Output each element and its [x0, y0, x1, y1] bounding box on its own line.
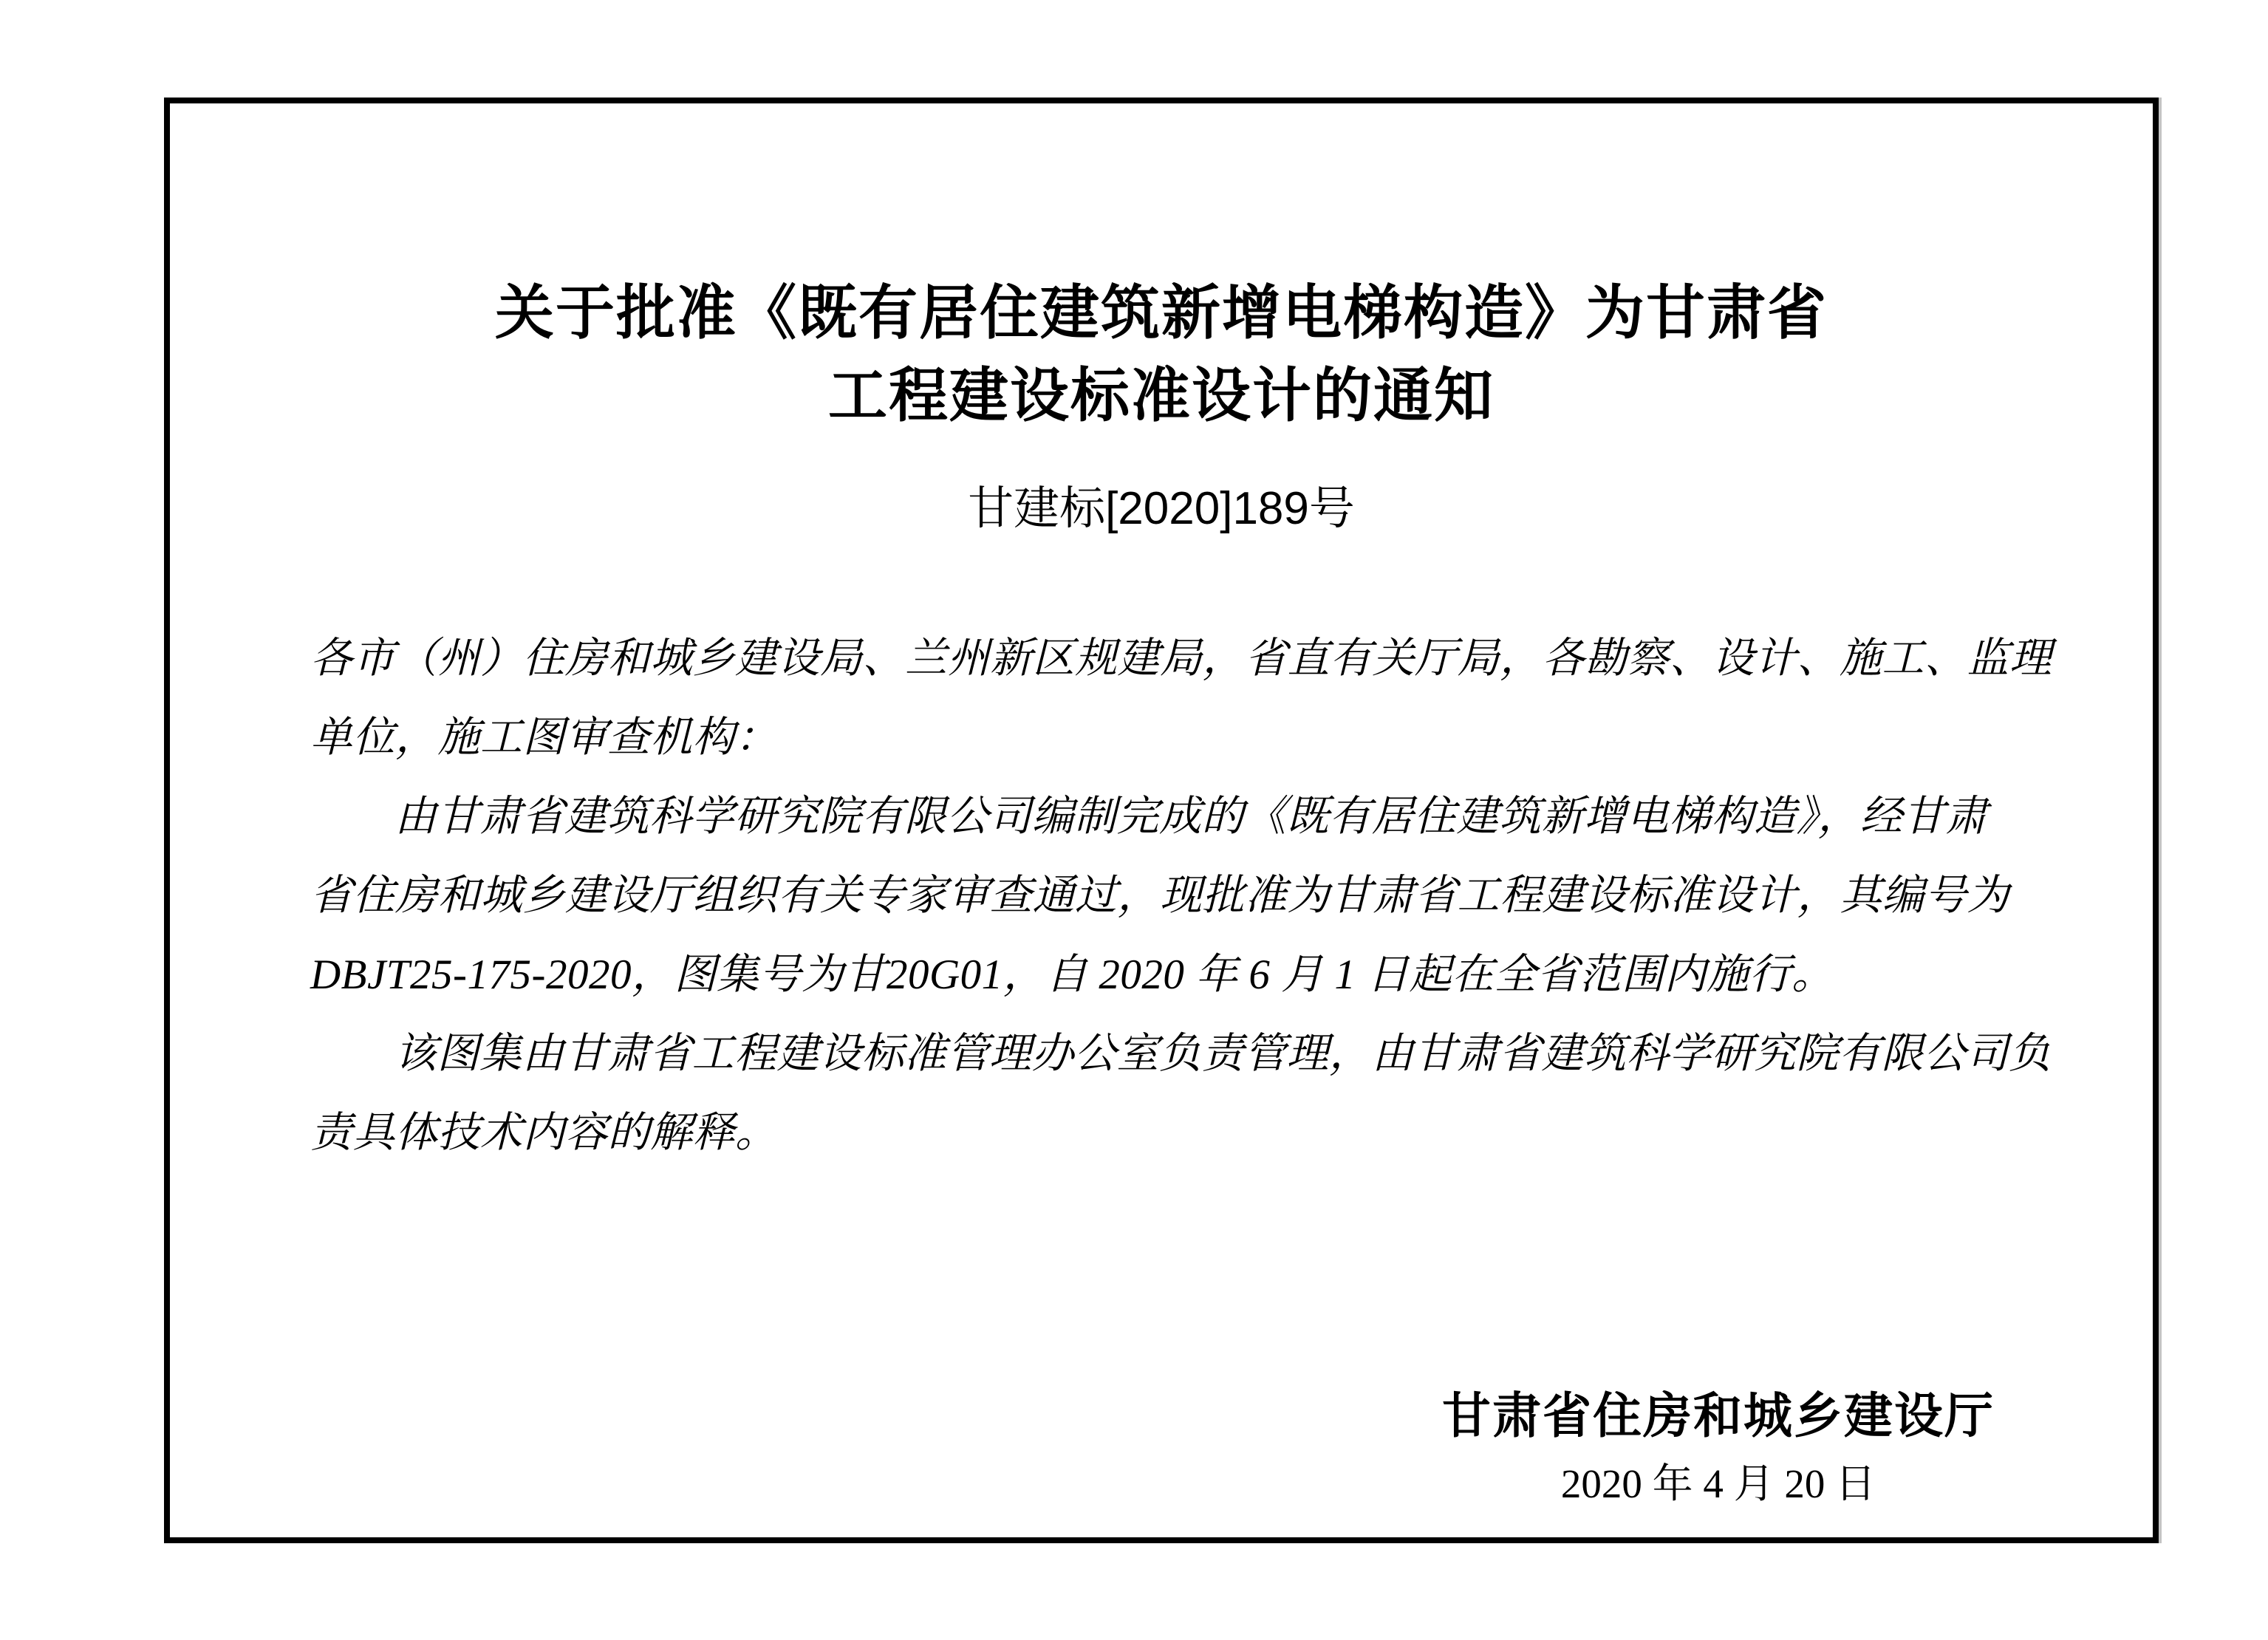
body-line: 省住房和城乡建设厅组织有关专家审查通过，现批准为甘肃省工程建设标准设计，其编号为	[310, 872, 2009, 919]
signature-agency: 甘肃省住房和城乡建设厅	[1442, 1388, 1995, 1443]
body-line: DBJT25-175-2020，图集号为甘20G01，自 2020 年 6 月 1 日起在全省范围内施行。	[310, 951, 1834, 998]
document-border-frame	[164, 98, 2159, 1543]
title-line-1: 关于批准《既有居住建筑新增电梯构造》为甘肃省	[495, 280, 1828, 346]
signature-date: 2020 年 4 月 20 日	[1560, 1461, 1876, 1506]
document-number: 甘建标[2020]189号	[968, 483, 1355, 534]
body-line: 单位，施工图审查机构：	[310, 714, 778, 761]
document-body	[310, 619, 2083, 1172]
title-line-2: 工程建设标准设计的通知	[828, 363, 1495, 428]
signature-block	[1442, 1388, 1995, 1508]
body-line: 由甘肃省建筑科学研究院有限公司编制完成的《既有居住建筑新增电梯构造》，经甘肃	[394, 793, 1988, 840]
body-line: 各市（州）住房和城乡建设局、兰州新区规建局，省直有关厅局，各勘察、设计、施工、监理	[310, 635, 2052, 682]
document-title	[170, 272, 2153, 437]
body-line: 责具体技术内容的解释。	[310, 1110, 778, 1156]
body-line: 该图集由甘肃省工程建设标准管理办公室负责管理，由甘肃省建筑科学研究院有限公司负	[394, 1031, 2052, 1077]
